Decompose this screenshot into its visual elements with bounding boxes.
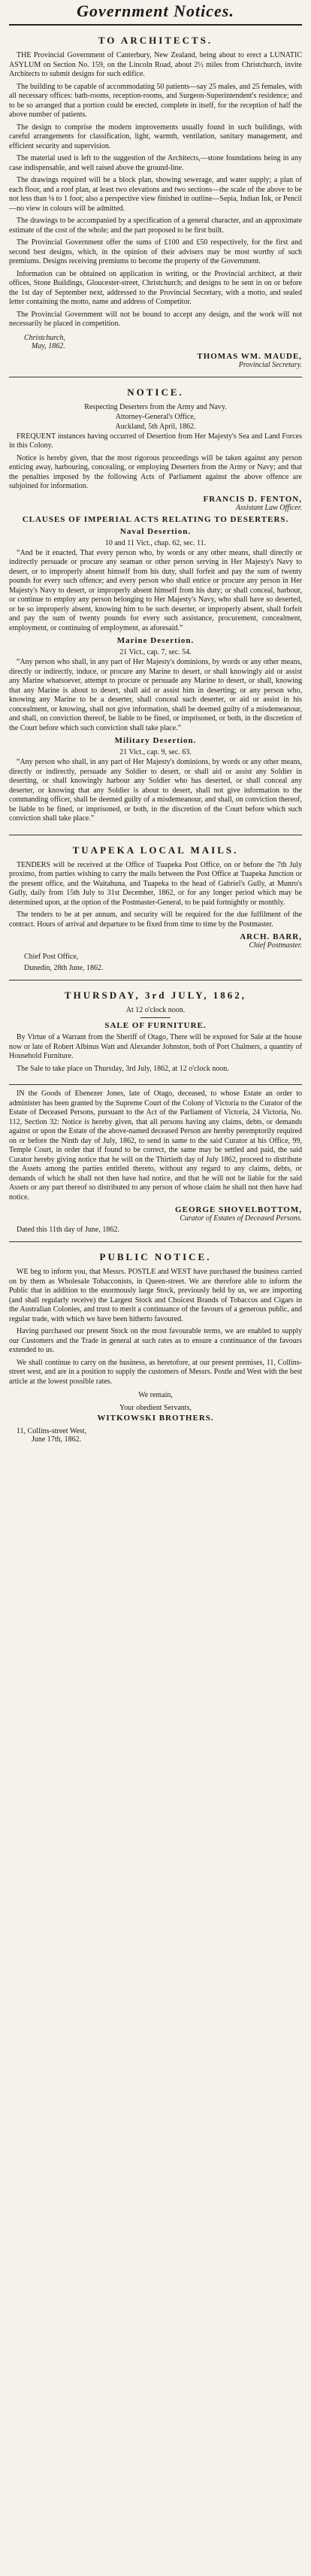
notice-paragraph: The Sale to take place on Thursday, 3rd July, 1862, at 12 o'clock noon.: [17, 1064, 229, 1073]
dated-line: Dated this 11th day of June, 1862.: [17, 1226, 119, 1234]
notice-paragraph: The material used is left to the suggestion of the Architects,—stone foundations being in any case indispensable, and well raised above the ground-line.: [9, 154, 302, 172]
section-title: Military Desertion.: [114, 736, 197, 745]
notice-paragraph: The building to be capable of accommodating 50 patients—say 25 males, and 25 females, with all necessary offices: bath-rooms, reception-rooms, and Surgeon-Superintendent's residence; and to be so arranged that a portion could be erected, complete in itself, for the reception of half the above number of patients.: [9, 82, 302, 119]
notice-heading: THURSDAY, 3rd JULY, 1862,: [64, 989, 247, 1001]
closing-line: Your obedient Servants,: [119, 1404, 192, 1412]
section-text: “Any person who shall, in any part of Her Majesty's dominions, by words or any other means, directly or indirectly, persuade any Soldier to desert, or shall aid or assist any Soldier in deserting, or shall knowingly harbour any Soldier who has deserted, or shall conceal any deserter, or knowing that any Soldier is about to desert, shall not give information to the commanding officer, shall be deemed guilty of a misdemeanour, and shall, on conviction thereof, be liable to be fined, or imprisoned, or both, in the discretion of the Court before which such conviction shall take place.”: [9, 758, 302, 823]
notice-paragraph: Notice is hereby given, that the most rigorous proceedings will be taken against any person enticing away, harbouring, concealing, or employing Deserters from the Army or Navy; and that the penalties imposed by the following Acts of Parliament against the above offence are subjoined for information.: [9, 453, 302, 490]
notice-sale-furniture: [9, 980, 302, 1085]
notice-heading: PUBLIC NOTICE.: [99, 1251, 212, 1262]
notice-paragraph: The Provincial Government offer the sums of £100 and £50 respectively, for the first and second best designs, which, in the opinion of their advisers may be most worthy of such premiums. Designs receiving premiums to become the property of the Government.: [9, 238, 302, 265]
notice-heading: TO ARCHITECTS.: [98, 35, 213, 46]
notice-paragraph: TENDERS will be received at the Office of Tuapeka Post Office, on or before the 7th July proximo, from parties wishing to carry the mails between the Post Office at Tuapeka Junction or the present office, and the Waitahuna, and Tuapeka to the head of Gabriel's Gully, at Munro's Gully, daily from 15th July to 31st December, 1862, or for any longer period which may be determined upon, at the option of the Postmaster-General, to be paid fortnightly or monthly.: [9, 860, 302, 907]
office-date: Dunedin, 28th June, 1862.: [24, 964, 104, 972]
notice-architects: [9, 26, 302, 377]
notice-paragraph: Having purchased our present Stock on the most favourable terms, we are enabled to supply our Customers and the Trade in general at such rates as to ensure a continuance of the favours extended to us.: [9, 1327, 302, 1354]
notice-paragraph: We shall continue to carry on the business, as heretofore, at our present premises, 11, Collins-street west, and are in a position to supply the customers of Messrs. Postle and West with the best article at the lowest possible rates.: [9, 1358, 302, 1386]
closing-line: We remain,: [138, 1391, 173, 1399]
notice-paragraph: The tenders to be at per annum, and security will be required for the due fulfilment of the contract. Hours of arrival and departure to be fixed from time to time by the Postmaster.: [9, 911, 302, 929]
section-ref: 21 Vict., cap. 7, sec. 54.: [119, 648, 192, 656]
signer-title: Curator of Estates of Deceased Persons.: [180, 1214, 302, 1223]
clauses-heading: CLAUSES OF IMPERIAL ACTS RELATING TO DESERTERS.: [22, 514, 289, 524]
notice-paragraph: By Virtue of a Warrant from the Sheriff of Otago, There will be exposed for Sale at the house now or late of Robert Albinus Watt and Alexander Johnston, both of Port Chalmers, a quantity of Household Furniture.: [9, 1033, 302, 1060]
notice-paragraph: The Provincial Government will not be bound to accept any design, and the work will not necessarily be placed in competition.: [9, 310, 302, 328]
divider: [140, 1017, 171, 1018]
notice-subline: Auckland, 5th April, 1862.: [115, 422, 196, 431]
notice-subline: Attorney-General's Office,: [115, 412, 196, 421]
notice-heading: NOTICE.: [127, 386, 184, 398]
section-text: “And be it enacted, That every person who, by words or any other means, shall directly or indirectly persuade or procure any seaman or other person serving in Her Majesty's Navy to desert, or to improperly absent himself from his duty, shall forfeit and pay the sum of twenty pounds for every such offence; and every person who shall entice or procure any person in Her Majesty's Navy to desert, or improperly absent himself from his duty; or shall conceal, harbour, or continue to employ any person belonging to Her Majesty's Navy, who shall have so deserted, or be so improperly absent, knowing him to be such deserter, or improperly absent, shall forfeit and pay the sum of twenty pounds for every such assistance, procurement, concealment, employment, or continuing of employment, as aforesaid.”: [9, 548, 302, 632]
signer-name: FRANCIS D. FENTON,: [203, 494, 302, 504]
section-ref: 21 Vict., cap. 9, sec. 63.: [119, 748, 192, 756]
sale-heading: SALE OF FURNITURE.: [104, 1021, 207, 1030]
signer-name: ARCH. BARR,: [240, 932, 302, 941]
notice-subline: Respecting Deserters from the Army and Navy.: [84, 402, 227, 411]
signer-name: THOMAS WM. MAUDE,: [197, 351, 302, 361]
masthead: Government Notices.: [9, 0, 302, 26]
notice-paragraph: The drawings to be accompanied by a specification of a general character, and an approximate estimate of the cost of the whole; and the part proposed to be first built.: [9, 217, 302, 235]
notice-estate: [9, 1085, 302, 1242]
signature-date: May, 1862.: [32, 341, 65, 350]
signer-title: Provincial Secretary.: [238, 360, 302, 369]
notice-heading: TUAPEKA LOCAL MAILS.: [72, 844, 239, 856]
notice-paragraph: IN the Goods of Ebenezer Jones, late of Otago, deceased, to whose Estate an order to administer has been granted by the Supreme Court of the Colony of Victoria to the Curator of the Estate of Deceased Persons, pursuant to the Act of the Parliament of Victoria, 24 Victoria, No. 112, Section 32: Notice is hereby given, that all persons having any claims, debts, or demands against or upon the Estate of the above-named deceased Person are hereby peremptorily required on or before the Ninth day of July, 1862, to send in same to the said Curator at his Office, 99, Temple Court, in order that if found to be correct, the same may be settled and paid, the said Curator hereby giving notice that he will on the Thirtieth day of July 1862, proceed to distribute the Assets among the parties entitled thereto, without any regard to any claims, debts, or demands of which he shall not then have had notice, and that he will not be liable for the said Assets or any part thereof so distributed to any person of whose claim he shall not then have had notice.: [9, 1089, 302, 1202]
office-name: Chief Post Office,: [24, 953, 79, 961]
address-date: June 17th, 1862.: [32, 1435, 82, 1444]
signer-title: Assistant Law Officer.: [235, 503, 302, 512]
signer-title: Chief Postmaster.: [249, 941, 302, 950]
section-text: “Any person who shall, in any part of Her Majesty's dominions, by words or any other means, directly or indirectly, induce, or procure any Marine to desert, or shall knowingly aid or assist any Marine whatsoever, attempt to procure or persuade any Marine to desert, or shall, knowing that any Marine is about to desert, shall aid or assist him in deserting; or any person who, knowing any Marine to be a deserter, shall conceal such deserter, or aid or assist in his concealment, or knowing, shall not give information, shall be deemed guilty of a misdemeanour, and shall, on conviction thereof, be liable to be fined, or imprisoned, or both, in the discretion of the Court before which such conviction shall take place.”: [9, 658, 302, 732]
section-title: Marine Desertion.: [116, 636, 195, 645]
address-line: 11, Collins-street West,: [17, 1427, 87, 1435]
signer-name: GEORGE SHOVELBOTTOM,: [175, 1205, 302, 1214]
notice-paragraph: THE Provincial Government of Canterbury, New Zealand, being about to erect a LUNATIC ASYLUM on Section No. 159, on the Lincoln Road, about 2½ miles from Christchurch, invite Architects to submit designs for such edifice.: [9, 51, 302, 78]
signer-name: WITKOWSKI BROTHERS.: [97, 1414, 214, 1423]
notice-paragraph: The design to comprise the modern improvements usually found in such buildings, with careful arrangements for classification, light, warmth, ventilation, sanitary management, and efficient security and supervision.: [9, 123, 302, 150]
section-ref: 10 and 11 Vict., chap. 62, sec. 11.: [104, 538, 207, 547]
notice-paragraph: FREQUENT instances having occurred of Desertion from Her Majesty's Sea and Land Forces in this Colony.: [9, 432, 302, 450]
notice-paragraph: Information can be obtained on application in writing, or the Provincial architect, at their offices, Stone Buildings, Gloucester-street, Christchurch; and designs to be sent in on or before the 1st day of September next, addressed to the Provincial Secretary, with a motto, and sealed letter containing the motto, name and address of Competitor.: [9, 269, 302, 306]
signature-place: Christchurch,: [24, 333, 65, 342]
notice-deserters: [9, 377, 302, 835]
notice-public: [9, 1242, 302, 1451]
section-title: Naval Desertion.: [119, 526, 192, 536]
notice-paragraph: The drawings required will be a block plan, showing sewerage, and water supply; a plan of each floor, and a roof plan, at least two elevations and two sections—the scale of the above to be not less than ⅛ to 1 foot; also a perspective view finished in outline—Sepia, Indian Ink, or Pencil—no view in colours will be admitted.: [9, 176, 302, 213]
notice-subline: At 12 o'clock noon.: [125, 1006, 186, 1014]
notice-paragraph: WE beg to inform you, that Messrs. POSTLE and WEST have purchased the business carried on by them as Wholesale Tobacconists, in Queen-street. We are therefore able to inform the Public that in addition to the enormously large Stock, previously held by us, we are importing (and shall regularly receive) the Largest Stock and Choicest Brands of Tobaccos and Cigars in the Australian Colonies, and trust to merit a continuance of the favours of a generous public, and regular trade, with which we have been hitherto favoured.: [9, 1268, 302, 1323]
notice-tuapeka-mails: [9, 835, 302, 981]
